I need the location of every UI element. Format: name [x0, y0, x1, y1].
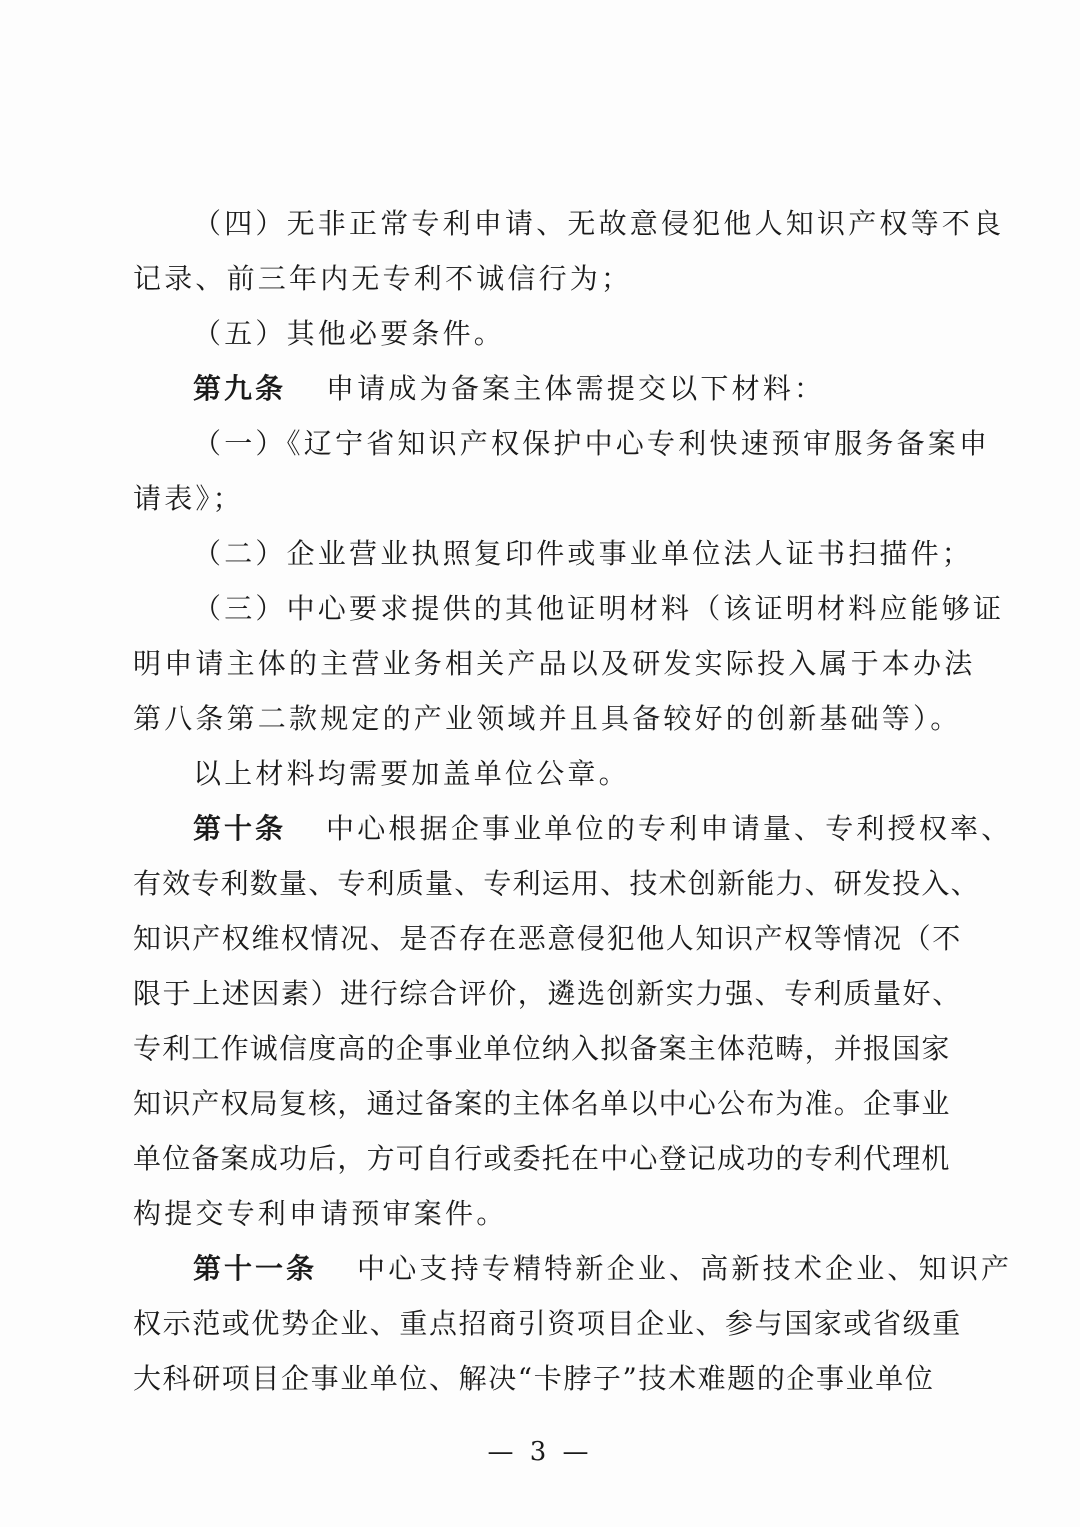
- paragraph-line: 构提交专利申请预审案件。: [133, 1197, 508, 1230]
- paragraph-line: 知识产权维权情况、是否存在恶意侵犯他人知识产权等情况（不: [133, 922, 962, 955]
- article-10-text: 中心根据企事业单位的专利申请量、专利授权率、: [326, 812, 1013, 845]
- article-11-heading: 第十一条: [193, 1252, 318, 1285]
- paragraph-line: 第八条第二款规定的产业领域并且具备较好的创新基础等）。: [133, 702, 962, 735]
- paragraph-line: 专利工作诚信度高的企事业单位纳入拟备案主体范畴，并报国家: [133, 1032, 951, 1065]
- paragraph-line: 请表》；: [133, 482, 244, 515]
- paragraph-line: 限于上述因素）进行综合评价，遴选创新实力强、专利质量好、: [133, 977, 962, 1010]
- paragraph-line: 单位备案成功后，方可自行或委托在中心登记成功的专利代理机: [133, 1142, 951, 1175]
- paragraph-line: 大科研项目企事业单位、解决“卡脖子”技术难题的企事业单位: [133, 1362, 935, 1395]
- paragraph-line: （三）中心要求提供的其他证明材料（该证明材料应能够证: [193, 592, 1005, 625]
- article-9-line: [133, 361, 955, 416]
- paragraph-line: 有效专利数量、专利质量、专利运用、技术创新能力、研发投入、: [133, 867, 980, 900]
- article-10-line: [133, 801, 1013, 856]
- paragraph-line: （二）企业营业执照复印件或事业单位法人证书扫描件；: [193, 537, 974, 570]
- paragraph-line: （五）其他必要条件。: [193, 317, 506, 350]
- article-11-text: 中心支持专精特新企业、高新技术企业、知识产: [357, 1252, 1013, 1285]
- paragraph-line: 以上材料均需要加盖单位公章。: [193, 757, 630, 790]
- paragraph-line: 权示范或优势企业、重点招商引资项目企业、参与国家或省级重: [133, 1307, 962, 1340]
- paragraph-line: 明申请主体的主营业务相关产品以及研发实际投入属于本办法: [133, 647, 976, 680]
- paragraph-line: （一）《辽宁省知识产权保护中心专利快速预审服务备案申: [193, 427, 991, 460]
- page-number: — 3 —: [487, 1437, 593, 1467]
- article-11-line: [133, 1241, 1013, 1296]
- document-body: [133, 196, 1013, 1406]
- article-9-heading: 第九条: [193, 372, 287, 405]
- paragraph-line: （四）无非正常专利申请、无故意侵犯他人知识产权等不良: [193, 207, 1005, 240]
- paragraph-line: 记录、前三年内无专利不诚信行为；: [133, 262, 633, 295]
- article-9-text: 申请成为备案主体需提交以下材料：: [326, 372, 826, 405]
- article-10-heading: 第十条: [193, 812, 287, 845]
- paragraph-line: 知识产权局复核，通过备案的主体名单以中心公布为准。企事业: [133, 1087, 951, 1120]
